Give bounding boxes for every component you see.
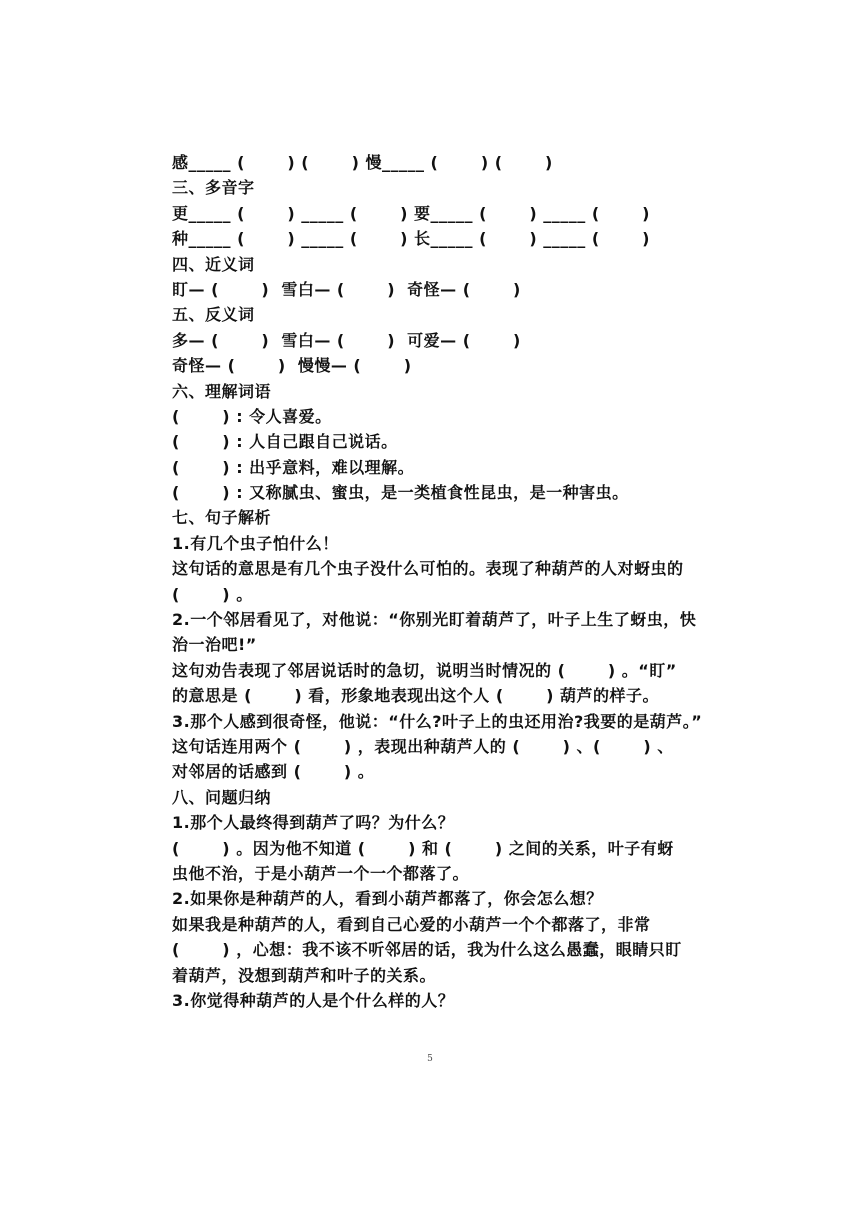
- polyphone-row-1: 更_____ ( ) _____ ( ) 要_____ ( ) _____ ( ): [172, 203, 650, 223]
- antonym-row-2: 奇怪— ( ) 慢慢— ( ): [172, 356, 412, 376]
- vocab-form-row: 感_____ ( ) ( ) 慢_____ ( ) ( ): [172, 153, 553, 172]
- synonym-row: 盯— ( ) 雪白— ( ) 奇怪— ( ): [172, 279, 521, 299]
- answer-text: ( ) ，心想：我不该不听邻居的话，我为什么这么愚蠢，眼睛只盯: [172, 940, 682, 960]
- answer-text: 虫他不治，于是小葫芦一个一个都落了。: [172, 863, 470, 883]
- word-meaning-item: ( ) : 人自己跟自己说话。: [172, 432, 398, 452]
- answer-text: ( ) 。: [172, 584, 253, 604]
- word-meaning-item: ( ) : 又称腻虫、蜜虫，是一类植食性昆虫，是一种害虫。: [172, 483, 629, 503]
- section-heading-sentence-analysis: 七、句子解析: [172, 508, 272, 528]
- answer-text: 这句话连用两个 ( ) ，表现出种葫芦人的 ( ) 、( ) 、: [172, 736, 674, 756]
- section-heading-polyphones: 三、多音字: [172, 178, 255, 198]
- question-text: 治一治吧!”: [172, 635, 257, 655]
- section-heading-summary: 八、问题归纳: [172, 787, 272, 807]
- word-meaning-item: ( ) : 令人喜爱。: [172, 406, 332, 426]
- answer-text: 对邻居的话感到 ( ) 。: [172, 762, 375, 782]
- question-text: 3.你觉得种葫芦的人是个什么样的人？: [172, 990, 455, 1010]
- answer-text: 这句劝告表现了邻居说话时的急切，说明当时情况的 ( ) 。“盯”: [172, 660, 677, 680]
- question-text: 3.那个人感到很奇怪，他说：“什么?叶子上的虫还用治?我要的是葫芦。”: [172, 711, 703, 731]
- question-text: 1.那个人最终得到葫芦了吗？为什么？: [172, 813, 455, 833]
- answer-text: 着葫芦，没想到葫芦和叶子的关系。: [172, 965, 437, 985]
- answer-text: 这句话的意思是有几个虫子没什么可怕的。表现了种葫芦的人对蚜虫的: [172, 559, 684, 579]
- question-text: 2.如果你是种葫芦的人，看到小葫芦都落了，你会怎么想？: [172, 889, 603, 909]
- page-number: 5: [427, 1054, 433, 1064]
- question-text: 2.一个邻居看见了，对他说：“你别光盯着葫芦了，叶子上生了蚜虫，快: [172, 610, 697, 630]
- section-heading-word-meanings: 六、理解词语: [172, 381, 272, 401]
- answer-text: 如果我是种葫芦的人，看到自己心爱的小葫芦一个个都落了，非常: [172, 914, 651, 934]
- section-heading-antonyms: 五、反义词: [172, 305, 255, 325]
- answer-text: ( ) 。因为他不知道 ( ) 和 ( ) 之间的关系，叶子有蚜: [172, 838, 674, 858]
- section-heading-synonyms: 四、近义词: [172, 254, 255, 274]
- polyphone-row-2: 种_____ ( ) _____ ( ) 长_____ ( ) _____ ( ): [172, 229, 650, 249]
- worksheet-body: [172, 150, 792, 1013]
- answer-text: 的意思是 ( ) 看，形象地表现出这个人 ( ) 葫芦的样子。: [172, 686, 660, 706]
- question-text: 1.有几个虫子怕什么！: [172, 533, 339, 553]
- word-meaning-item: ( ) : 出乎意料，难以理解。: [172, 457, 415, 477]
- antonym-row-1: 多— ( ) 雪白— ( ) 可爱— ( ): [172, 330, 521, 350]
